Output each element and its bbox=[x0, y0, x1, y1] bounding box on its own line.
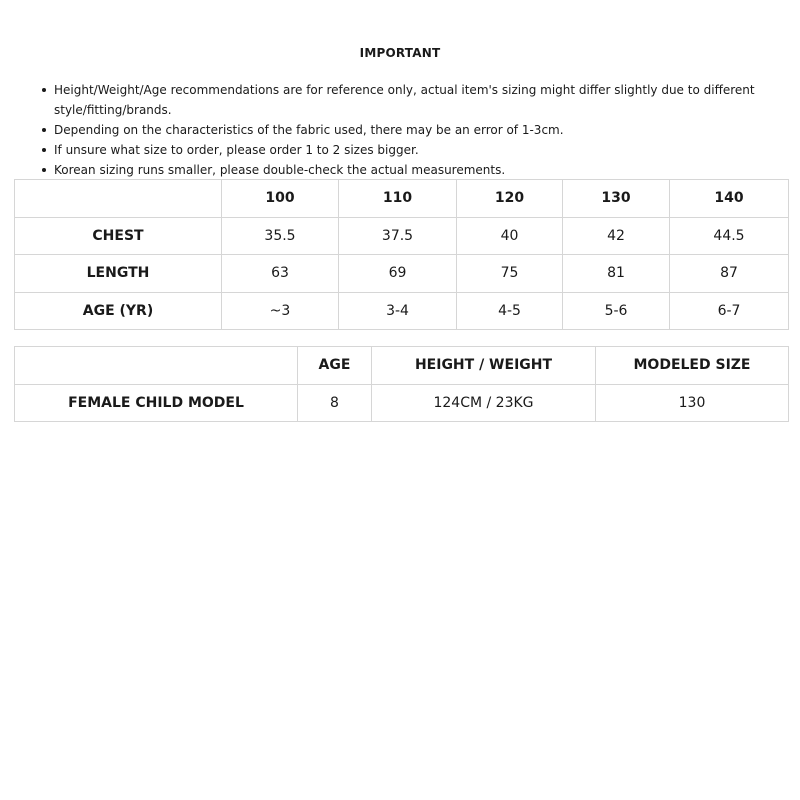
size-chart-table bbox=[14, 179, 789, 330]
model-header-age: AGE bbox=[298, 347, 372, 385]
model-header-height-weight: HEIGHT / WEIGHT bbox=[372, 347, 596, 385]
size-header-110: 110 bbox=[339, 180, 457, 218]
table-row-model bbox=[15, 384, 789, 422]
size-header-120: 120 bbox=[457, 180, 563, 218]
table-cell: 63 bbox=[222, 255, 339, 293]
table-cell: 81 bbox=[563, 255, 670, 293]
model-header-row bbox=[15, 347, 789, 385]
note-item: If unsure what size to order, please order 1 to 2 sizes bigger. bbox=[40, 140, 760, 160]
row-label-length: LENGTH bbox=[15, 255, 222, 293]
table-cell: 37.5 bbox=[339, 217, 457, 255]
table-cell: 5-6 bbox=[563, 292, 670, 330]
model-header-modeled-size: MODELED SIZE bbox=[596, 347, 789, 385]
note-item: Depending on the characteristics of the fabric used, there may be an error of 1-3cm. bbox=[40, 120, 760, 140]
table-cell: 124CM / 23KG bbox=[372, 384, 596, 422]
size-header-130: 130 bbox=[563, 180, 670, 218]
table-cell: 87 bbox=[670, 255, 789, 293]
model-info-table bbox=[14, 346, 789, 422]
size-header-140: 140 bbox=[670, 180, 789, 218]
table-cell: 75 bbox=[457, 255, 563, 293]
important-heading: IMPORTANT bbox=[359, 46, 441, 60]
table-cell: 42 bbox=[563, 217, 670, 255]
size-corner-cell bbox=[15, 180, 222, 218]
notes-list bbox=[40, 80, 760, 180]
size-header-100: 100 bbox=[222, 180, 339, 218]
table-cell: 6-7 bbox=[670, 292, 789, 330]
row-label-chest: CHEST bbox=[15, 217, 222, 255]
row-label-age: AGE (YR) bbox=[15, 292, 222, 330]
table-cell: 4-5 bbox=[457, 292, 563, 330]
size-header-row bbox=[15, 180, 789, 218]
table-row-age bbox=[15, 292, 789, 330]
table-cell: 8 bbox=[298, 384, 372, 422]
table-row-length bbox=[15, 255, 789, 293]
table-cell: 35.5 bbox=[222, 217, 339, 255]
note-item: Height/Weight/Age recommendations are for reference only, actual item's sizing might differ slightly due to different style/fitting/brands. bbox=[40, 80, 760, 120]
note-item: Korean sizing runs smaller, please double-check the actual measurements. bbox=[40, 160, 760, 180]
table-cell: 130 bbox=[596, 384, 789, 422]
row-label-model: FEMALE CHILD MODEL bbox=[15, 384, 298, 422]
table-cell: 3-4 bbox=[339, 292, 457, 330]
table-row-chest bbox=[15, 217, 789, 255]
model-corner-cell bbox=[15, 347, 298, 385]
table-cell: ~3 bbox=[222, 292, 339, 330]
table-cell: 69 bbox=[339, 255, 457, 293]
table-cell: 40 bbox=[457, 217, 563, 255]
table-cell: 44.5 bbox=[670, 217, 789, 255]
